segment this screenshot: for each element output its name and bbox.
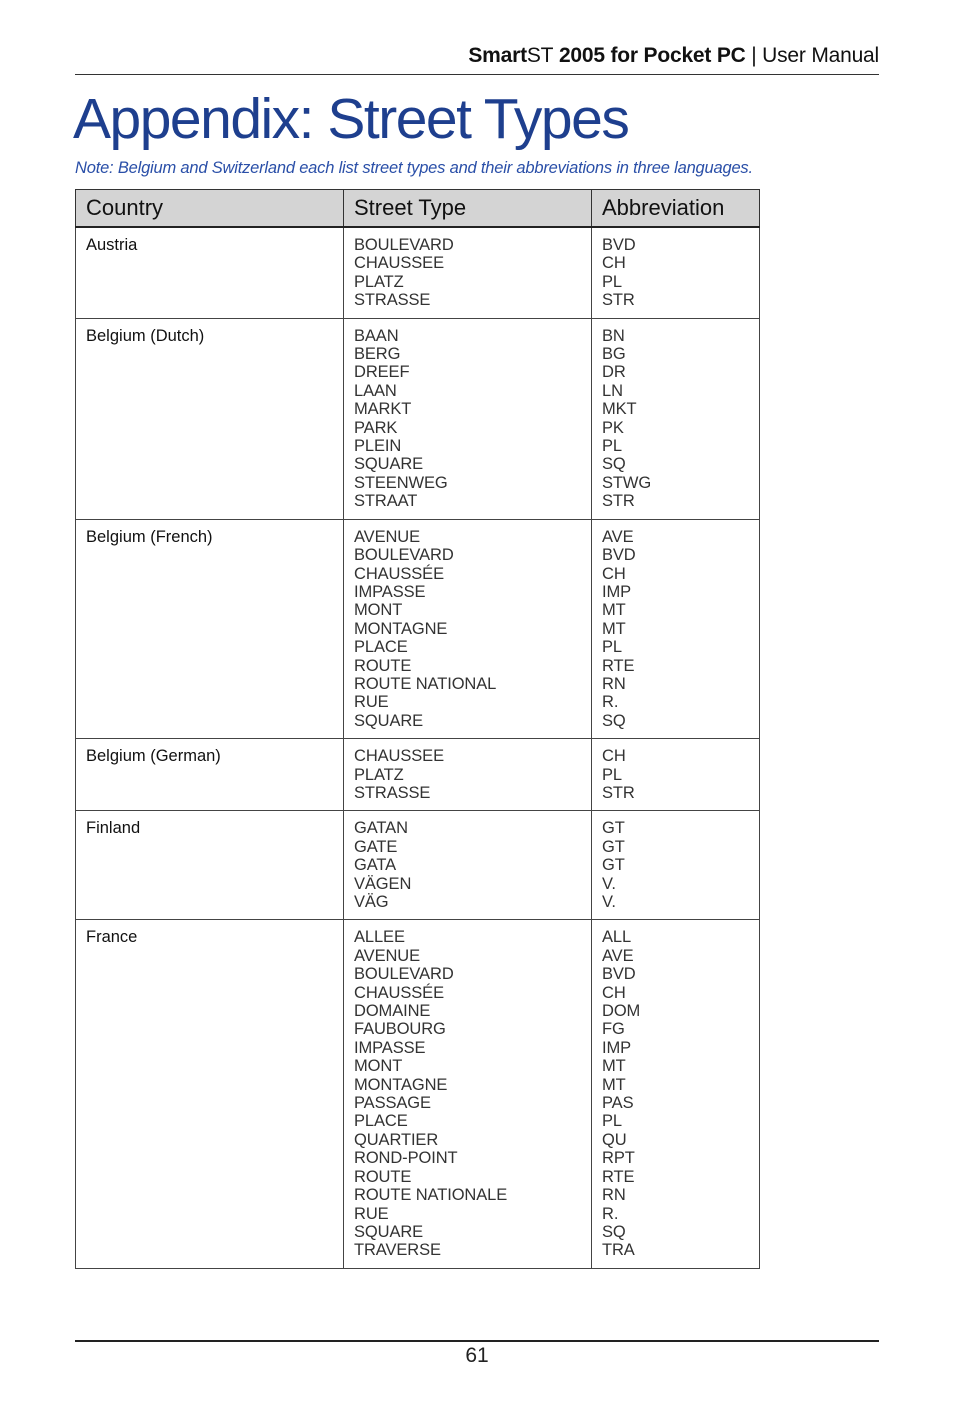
street-type-item: ROUTE NATIONAL [354, 674, 497, 693]
street-type-item: STRAAT [354, 492, 418, 511]
street-type-item: PLATZ [354, 272, 404, 291]
country-cell: Finland [76, 811, 344, 920]
street-type-item: BAAN [354, 326, 399, 345]
street-type-item: DREEF [354, 363, 410, 382]
street-type-item: PASSAGE [354, 1094, 431, 1113]
street-type-item: BOULEVARD [354, 236, 454, 254]
abbreviation-item: R. [602, 693, 619, 712]
abbreviation-item: STR [602, 783, 635, 802]
street-type-item: IMPASSE [354, 1038, 426, 1057]
street-type-item: PLATZ [354, 765, 404, 784]
country-cell: Austria [76, 227, 344, 318]
abbreviation-item: DOM [602, 1002, 641, 1021]
street-type-item: ROUTE [354, 1167, 412, 1186]
street-type-item: SQUARE [354, 455, 424, 474]
abbreviation-item: MT [602, 601, 626, 620]
street-type-item: GATE [354, 837, 398, 856]
header-rule [75, 74, 879, 75]
abbreviation-cell [592, 227, 760, 318]
abbreviation-item: IMP [602, 1038, 632, 1057]
table-row [76, 920, 760, 1268]
abbreviation-item: AVE [602, 946, 634, 965]
street-type-cell [344, 519, 592, 738]
abbreviation-item: RN [602, 674, 626, 693]
abbreviation-item: PK [602, 418, 624, 437]
street-type-item: PLACE [354, 638, 408, 657]
abbreviation-cell [592, 519, 760, 738]
abbreviation-item: SQ [602, 455, 626, 474]
street-type-item: QUARTIER [354, 1130, 439, 1149]
street-type-cell [344, 318, 592, 519]
abbreviation-item: QU [602, 1130, 627, 1149]
street-type-cell [344, 227, 592, 318]
table-header-row [76, 190, 760, 228]
abbreviation-item: PL [602, 765, 622, 784]
abbreviation-item: GT [602, 819, 625, 838]
street-type-item: IMPASSE [354, 582, 426, 601]
table-body [76, 227, 760, 1268]
street-type-item: DOMAINE [354, 1002, 431, 1021]
product-name-bold: Smart [468, 44, 527, 67]
street-type-item: PLACE [354, 1112, 408, 1131]
column-header-street-type: Street Type [344, 190, 592, 228]
country-cell: Belgium (French) [76, 519, 344, 738]
country-cell: Belgium (German) [76, 739, 344, 811]
abbreviation-item: BVD [602, 236, 636, 254]
street-type-cell [344, 811, 592, 920]
country-cell: France [76, 920, 344, 1268]
street-type-item: CHAUSSÉE [354, 564, 444, 583]
header-separator: | [745, 44, 763, 67]
street-type-item: TRAVERSE [354, 1241, 441, 1260]
abbreviation-item: CH [602, 564, 626, 583]
street-type-item: AVENUE [354, 527, 421, 546]
street-type-item: BOULEVARD [354, 546, 454, 565]
footer-rule [75, 1340, 879, 1342]
abbreviation-item: SQ [602, 711, 626, 730]
page-number: 61 [465, 1344, 489, 1367]
abbreviation-item: CH [602, 747, 626, 766]
street-type-item: GATA [354, 856, 397, 875]
street-type-item: STRASSE [354, 783, 431, 802]
column-header-country: Country [76, 190, 344, 228]
abbreviation-item: PL [602, 437, 622, 456]
abbreviation-item: GT [602, 837, 625, 856]
abbreviation-item: STWG [602, 473, 652, 492]
street-type-item: VÄG [354, 893, 389, 911]
abbreviation-item: BVD [602, 965, 636, 984]
abbreviation-cell [592, 318, 760, 519]
abbreviation-cell [592, 739, 760, 811]
abbreviation-item: FG [602, 1020, 625, 1039]
abbreviation-item: IMP [602, 582, 632, 601]
street-type-item: AVENUE [354, 946, 421, 965]
abbreviation-item: RN [602, 1186, 626, 1205]
street-type-item: ROND-POINT [354, 1149, 458, 1168]
abbreviation-item: BN [602, 326, 625, 345]
street-type-cell [344, 920, 592, 1268]
abbreviation-item: V. [602, 874, 616, 893]
abbreviation-item: RTE [602, 656, 635, 675]
street-type-item: MARKT [354, 400, 412, 419]
street-type-item: SQUARE [354, 711, 424, 730]
street-type-item: BOULEVARD [354, 965, 454, 984]
street-type-item: GATAN [354, 819, 408, 838]
table-row [76, 318, 760, 519]
abbreviation-item: MT [602, 619, 626, 638]
street-type-item: STEENWEG [354, 473, 448, 492]
table-row [76, 811, 760, 920]
abbreviation-item: SQ [602, 1222, 626, 1241]
street-type-item: RUE [354, 693, 389, 712]
street-type-cell [344, 739, 592, 811]
street-type-item: ROUTE NATIONALE [354, 1186, 508, 1205]
abbreviation-item: R. [602, 1204, 619, 1223]
table-row [76, 519, 760, 738]
abbreviation-item: MT [602, 1075, 626, 1094]
abbreviation-item: DR [602, 363, 626, 382]
street-type-item: CHAUSSEE [354, 747, 444, 766]
abbreviation-item: GT [602, 856, 625, 875]
abbreviation-item: RTE [602, 1167, 635, 1186]
street-type-item: VÄGEN [354, 874, 412, 893]
doc-type: User Manual [762, 44, 879, 67]
abbreviation-item: ALL [602, 928, 632, 947]
abbreviation-item: AVE [602, 527, 634, 546]
abbreviation-cell [592, 811, 760, 920]
product-name-light: ST [526, 44, 554, 67]
page-title: Appendix: Street Types [73, 87, 629, 151]
street-type-item: MONT [354, 1057, 403, 1076]
abbreviation-item: TRA [602, 1241, 635, 1260]
abbreviation-item: STR [602, 291, 635, 310]
abbreviation-item: CH [602, 983, 626, 1002]
abbreviation-item: BG [602, 345, 626, 364]
abbreviation-item: BVD [602, 546, 636, 565]
street-type-item: BERG [354, 345, 401, 364]
column-header-abbreviation: Abbreviation [592, 190, 760, 228]
street-type-item: CHAUSSEE [354, 254, 444, 273]
street-type-item: MONT [354, 601, 403, 620]
street-type-item: MONTAGNE [354, 1075, 448, 1094]
street-type-item: FAUBOURG [354, 1020, 446, 1039]
street-type-item: ROUTE [354, 656, 412, 675]
abbreviation-item: V. [602, 893, 616, 911]
abbreviation-cell [592, 920, 760, 1268]
abbreviation-item: STR [602, 492, 635, 511]
page-note: Note: Belgium and Switzerland each list street types and their abbreviations in three languages. [75, 159, 753, 177]
running-header [75, 44, 879, 74]
abbreviation-item: PAS [602, 1094, 634, 1113]
country-cell: Belgium (Dutch) [76, 318, 344, 519]
abbreviation-item: LN [602, 381, 623, 400]
street-type-item: PLEIN [354, 437, 402, 456]
street-type-item: SQUARE [354, 1222, 424, 1241]
abbreviation-item: PL [602, 1112, 622, 1131]
product-name-suffix: 2005 for Pocket PC [553, 44, 746, 67]
table-row [76, 227, 760, 318]
street-type-item: CHAUSSÉE [354, 983, 444, 1002]
street-type-item: LAAN [354, 381, 397, 400]
street-type-item: ALLEE [354, 928, 405, 947]
street-type-item: MONTAGNE [354, 619, 448, 638]
abbreviation-item: MT [602, 1057, 626, 1076]
street-types-table [75, 189, 760, 1269]
street-type-item: RUE [354, 1204, 389, 1223]
abbreviation-item: CH [602, 254, 626, 273]
table-row [76, 739, 760, 811]
abbreviation-item: MKT [602, 400, 637, 419]
street-type-item: STRASSE [354, 291, 431, 310]
abbreviation-item: RPT [602, 1149, 635, 1168]
street-type-item: PARK [354, 418, 398, 437]
abbreviation-item: PL [602, 272, 622, 291]
abbreviation-item: PL [602, 638, 622, 657]
